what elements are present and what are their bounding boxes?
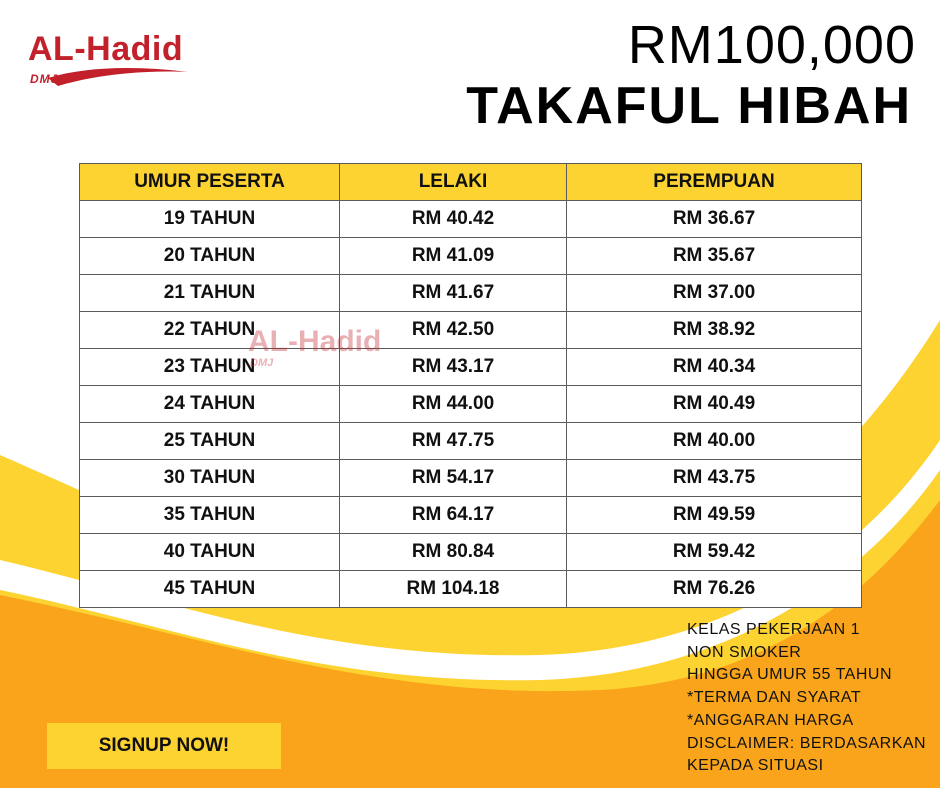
table-row [80,238,862,275]
note-line: *ANGGARAN HARGA [687,711,854,729]
cell-age: 45 TAHUN [80,571,340,608]
watermark-sub: DMJ [250,357,274,369]
cell-male-price: RM 40.42 [340,201,567,238]
table-row [80,386,862,423]
table-row [80,349,862,386]
cell-female-price: RM 40.49 [567,386,862,423]
cell-age: 21 TAHUN [80,275,340,312]
note-line: NON SMOKER [687,643,802,661]
table-row [80,534,862,571]
cell-age: 35 TAHUN [80,497,340,534]
cell-male-price: RM 43.17 [340,349,567,386]
cell-age: 20 TAHUN [80,238,340,275]
cell-age: 23 TAHUN [80,349,340,386]
cell-female-price: RM 59.42 [567,534,862,571]
cell-age: 40 TAHUN [80,534,340,571]
table-row [80,201,862,238]
page-title: TAKAFUL HIBAH [466,77,912,135]
cell-male-price: RM 80.84 [340,534,567,571]
cell-male-price: RM 44.00 [340,386,567,423]
cell-female-price: RM 37.00 [567,275,862,312]
note-line: *TERMA DAN SYARAT [687,689,862,707]
cell-age: 24 TAHUN [80,386,340,423]
cell-male-price: RM 41.09 [340,238,567,275]
logo-sub: DMJ [30,72,59,86]
table-header-row [80,164,862,201]
cell-age: 25 TAHUN [80,423,340,460]
cell-male-price: RM 41.67 [340,275,567,312]
table-row [80,571,862,608]
note-line: HINGGA UMUR 55 TAHUN [687,666,892,684]
cell-male-price: RM 42.50 [340,312,567,349]
header-age: UMUR PESERTA [80,164,340,201]
note-line: KELAS PEKERJAAN 1 [687,621,861,638]
table-row [80,275,862,312]
table-row [80,312,862,349]
cell-female-price: RM 49.59 [567,497,862,534]
brand-logo [28,30,193,92]
title-amount: RM100,000 [627,15,916,75]
header-male: LELAKI [340,164,567,201]
cell-female-price: RM 38.92 [567,312,862,349]
cell-female-price: RM 40.34 [567,349,862,386]
notes-list [687,619,926,778]
cell-female-price: RM 35.67 [567,238,862,275]
table-row [80,460,862,497]
header-female: PEREMPUAN [567,164,862,201]
cell-male-price: RM 54.17 [340,460,567,497]
signup-button[interactable]: SIGNUP NOW! [47,723,281,769]
cell-age: 22 TAHUN [80,312,340,349]
watermark-text: AL-Hadid [248,325,382,358]
cell-male-price: RM 47.75 [340,423,567,460]
note-line: DISCLAIMER: BERDASARKAN [687,734,927,752]
cell-female-price: RM 43.75 [567,460,862,497]
note-line: KEPADA SITUASI [687,757,824,775]
cell-male-price: RM 64.17 [340,497,567,534]
cell-female-price: RM 36.67 [567,201,862,238]
price-table [79,163,861,608]
cell-female-price: RM 76.26 [567,571,862,608]
table-row [80,423,862,460]
cell-male-price: RM 104.18 [340,571,567,608]
cell-female-price: RM 40.00 [567,423,862,460]
cell-age: 30 TAHUN [80,460,340,497]
table-row [80,497,862,534]
cell-age: 19 TAHUN [80,201,340,238]
logo-text: AL-Hadid [28,30,184,68]
